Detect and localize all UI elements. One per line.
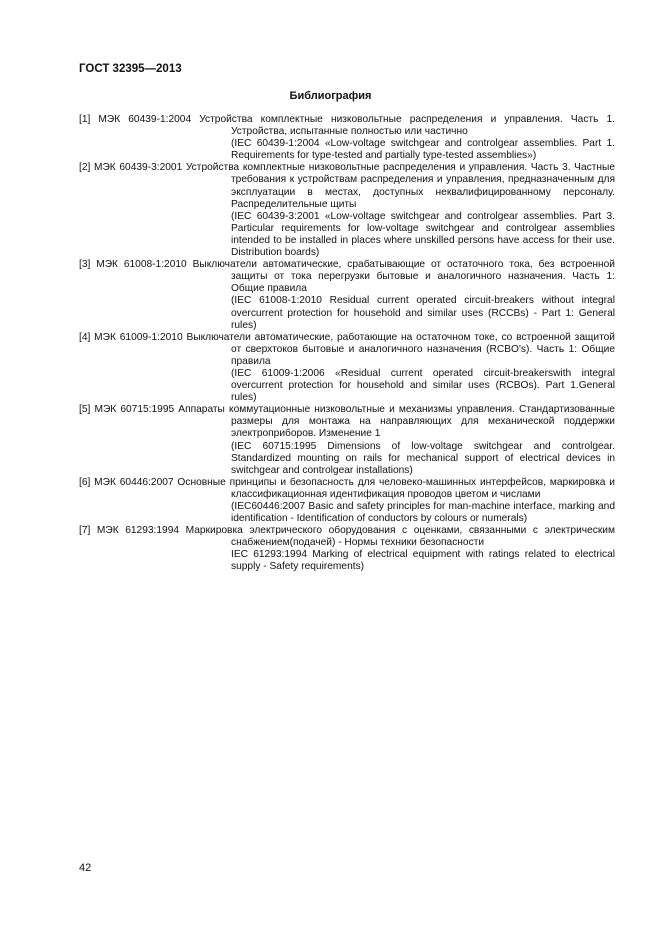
bibliography-entry bbox=[79, 477, 615, 525]
bibliography-entry bbox=[79, 162, 615, 259]
bibliography-entry bbox=[79, 525, 615, 573]
page-number: 42 bbox=[79, 862, 92, 874]
document-header: ГОСТ 32395—2013 bbox=[79, 63, 182, 75]
entry-english: (IEC 60439-3:2001 «Low-voltage switchgear and controlgear assemblies. Part 3. Particular requirements for low-voltage switchgear and controlgear assemblies intended to be installed in places where unskilled persons have access for their use. Distribution boards) bbox=[231, 210, 615, 259]
bibliography-entry bbox=[79, 404, 615, 477]
entry-english: (IEC 61009-1:2006 «Residual current operated circuit-breakerswith integral overcurrent protection for household and similar uses (RCBOs). Part 1.General rules) bbox=[231, 367, 615, 404]
entry-russian: [4] МЭК 61009-1:2010 Выключатели автоматические, работающие на остаточном токе, со встроенной защитой от сверхтоков бытовые и аналогичного назначения (RCBO's). Часть 1: Общие правила bbox=[79, 331, 615, 367]
bibliography-title: Библиография bbox=[289, 90, 372, 102]
entry-english: (IEC60446:2007 Basic and safety principles for man-machine interface, marking and identification - Identification of conductors by colours or numerals) bbox=[231, 501, 615, 525]
entry-russian: [5] МЭК 60715:1995 Аппараты коммутационные низковольтные и механизмы управления. Стандартизованные размеры для монтажа на направляющих для механической поддержки электроприборов. Изменение 1 bbox=[79, 404, 615, 440]
entry-russian: [6] МЭК 60446:2007 Основные принципы и безопасность для человеко-машинных интерфейсов, маркировка и классификационная идентификация проводов цветом и числами bbox=[79, 476, 615, 500]
entry-russian: [3] МЭК 61008-1:2010 Выключатели автоматические, срабатывающие от остаточного тока, без встроенной защиты от тока перегрузки бытовые и аналогичного назначения. Часть 1: Общие правила bbox=[79, 259, 615, 295]
entry-english: (IEC 60715:1995 Dimensions of low-voltage switchgear and controlgear. Standardized mounting on rails for mechanical support of electrical devices in switchgear and controlgear installations) bbox=[231, 440, 615, 476]
bibliography-list bbox=[79, 114, 615, 574]
entry-russian: [7] МЭК 61293:1994 Маркировка электрического оборудования с оценками, связанными с электрическим снабжением(подачей) - Нормы техники безопасности bbox=[79, 525, 615, 549]
bibliography-entry bbox=[79, 114, 615, 162]
entry-english: (IEC 60439-1:2004 «Low-voltage switchgear and controlgear assemblies. Part 1. Requirements for type-tested and partially type-tested assemblies») bbox=[231, 138, 615, 162]
entry-russian: [2] МЭК 60439-3:2001 Устройства комплектные низковольтные распределения и управления. Часть 3. Частные требования к устройствам распределения и управления, предназначенным для эксплуатации в местах, доступных неквалифицированному персоналу. Распределительные щиты bbox=[79, 162, 615, 210]
bibliography-entry bbox=[79, 259, 615, 332]
bibliography-entry bbox=[79, 332, 615, 405]
entry-english: IEC 61293:1994 Marking of electrical equipment with ratings related to electrical supply - Safety requirements) bbox=[231, 549, 615, 573]
entry-russian: [1] МЭК 60439-1:2004 Устройства комплектные низковольтные распределения и управления. Часть 1. Устройства, испытанные полностью или частично bbox=[79, 114, 615, 138]
entry-english: (IEC 61008-1:2010 Residual current operated circuit-breakers without integral overcurrent protection for household and similar uses (RCCBs) - Part 1: General rules) bbox=[231, 295, 615, 331]
